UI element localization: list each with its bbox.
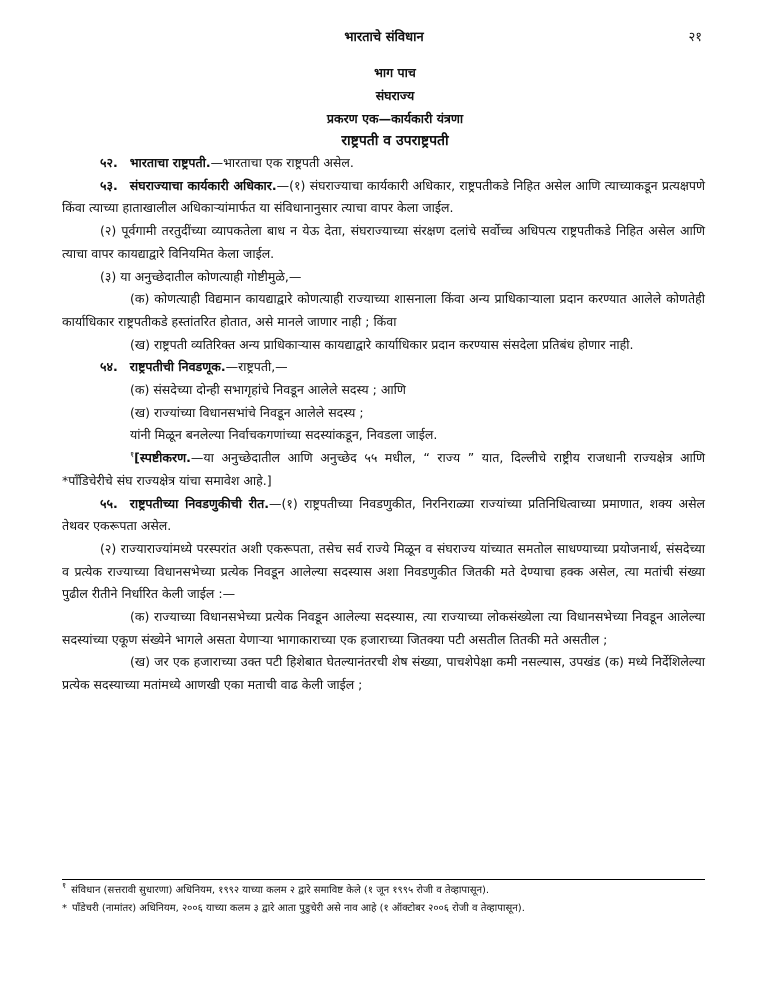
article-52: [62, 152, 705, 175]
article-54-item-kh: (ख) राज्यांच्या विधानसभांचे निवडून आलेले सदस्य ;: [130, 404, 364, 420]
page-number: २१: [688, 30, 702, 45]
article-55-clause-2-kh: (ख) जर एक हजाराच्या उक्त पटी हिशेबात घेतल्यानंतरची शेष संख्या, पाचशेपेक्षा कमी नसल्यास, उपखंड (क) मध्ये निर्देशिलेल्या प्रत्येक सदस्याच्या मतांमध्ये आणखी एका मताची वाढ केली जाईल ;: [62, 654, 705, 693]
footnote-text: संविधान (सत्तरावी सुधारणा) अधिनियम, १९९२ याच्या कलम २ द्वारे समाविष्ट केले (१ जून १९९५ रोजी व तेव्हापासून).: [71, 885, 490, 896]
part-heading: भाग पाच: [374, 65, 416, 80]
running-title: भारताचे संविधान: [344, 30, 424, 45]
footnote-reference: १: [130, 450, 135, 460]
article-text: —भारताचा एक राष्ट्रपती असेल.: [210, 155, 354, 170]
article-number: ५५.: [100, 495, 118, 511]
explanation-text: —या अनुच्छेदातील आणि अनुच्छेद ५५ मधील, “ राज्य ” यात, दिल्लीचे राष्ट्रीय राजधानी राज्यक्षेत्र आणि *पाँडिचेरीचे संघ राज्यक्षेत्र यांचा समावेश आहे.]: [62, 450, 705, 488]
running-header: [0, 28, 768, 48]
article-55-clause-2-k: (क) राज्याच्या विधानसभेच्या प्रत्येक निवडून आलेल्या सदस्यास, त्या राज्याच्या लोकसंख्येला त्या विधानसभेच्या निवडून आलेल्या सदस्यांच्या एकूण संख्येने भागले असता येणाऱ्या भागाकाराच्या एक हजाराच्या जितक्या पटी असतील तितकी मते असतील ;: [62, 609, 705, 647]
article-53-clause-1: [62, 175, 705, 220]
body-text: [62, 152, 705, 697]
article-53-clause-3: (३) या अनुच्छेदातील कोणत्याही गोष्टीमुळे,—: [100, 268, 302, 284]
article-55-clause-1: [62, 493, 705, 538]
article-title: राष्ट्रपतीची निवडणूक.: [129, 359, 226, 375]
article-title: संघराज्याचा कार्यकारी अधिकार.: [129, 177, 277, 193]
clause-text: —(१) संघराज्याचा कार्यकारी अधिकार, राष्ट्रपतीकडे निहित असेल आणि त्याच्याकडून प्रत्यक्षपणे किंवा त्याच्या हाताखालील अधिकाऱ्यांमार्फत या संविधानानुसार त्याचा वापर केला जाईल.: [62, 177, 705, 216]
footnote-text: पाँडेचरी (नामांतर) अधिनियम, २००६ याच्या कलम ३ द्वारे आता पुडुचेरी असे नाव आहे (१ ऑक्टोबर २००६ रोजी व तेव्हापासून).: [72, 903, 525, 914]
article-text: —राष्ट्रपती,—: [225, 359, 288, 375]
chapter-heading: प्रकरण एक—कार्यकारी यंत्रणा: [326, 111, 464, 126]
section-headings: [22, 61, 768, 153]
article-54-explanation: [62, 447, 705, 492]
article-54-closing: यांनी मिळून बनलेल्या निर्वाचकगणांच्या सदस्यांकडून, निवडला जाईल.: [130, 427, 438, 443]
article-53-clause-3-kh: (ख) राष्ट्रपती व्यतिरिक्त अन्य प्राधिकाऱ्यास कायद्याद्वारे कार्याधिकार प्रदान करण्यास संसदेला प्रतिबंध होणार नाही.: [130, 336, 634, 352]
footnote-1: १ संविधान (सत्तरावी सुधारणा) अधिनियम, १९९२ याच्या कलम २ द्वारे समाविष्ट केले (१ जून १९९५ रोजी व तेव्हापासून).: [62, 881, 490, 896]
footnote-2: [62, 900, 705, 918]
article-55-clause-2: (२) राज्याराज्यांमध्ये परस्परांत अशी एकरूपता, तसेच सर्व राज्ये मिळून व संघराज्य यांच्यात समतोल साधण्याच्या प्रयोजनार्थ, संसदेच्या व प्रत्येक राज्याच्या विधानसभेच्या प्रत्येक निवडून आलेल्या सदस्यास अशा निवडणुकीत जितकी मते देण्याचा हक्क असेल, त्या मतांची संख्या पुढील रीतीने निर्धारित केली जाईल :—: [62, 540, 705, 602]
clause-text: —(१) राष्ट्रपतीच्या निवडणुकीत, निरनिराळ्या राज्यांच्या प्रतिनिधित्वाच्या प्रमाणात, शक्य असेल तेथवर एकरूपता असेल.: [62, 495, 705, 534]
article-title: राष्ट्रपतीच्या निवडणुकीची रीत.: [129, 495, 269, 511]
article-53-clause-3-k: (क) कोणत्याही विद्यमान कायद्याद्वारे कोणत्याही राज्याच्या शासनाला किंवा अन्य प्राधिकाऱ्याला प्रदान करण्यात आलेले कोणतेही कार्याधिकार राष्ट्रपतीकडे हस्तांतरित होतात, असे मानले जाणार नाही ; किंवा: [62, 291, 705, 329]
article-number: ५२.: [100, 155, 118, 170]
article-54: [62, 356, 705, 379]
article-53-clause-2: (२) पूर्वगामी तरतुदींच्या व्यापकतेला बाध न येऊ देता, संघराज्याच्या संरक्षण दलांचे सर्वोच्च अधिपत्य राष्ट्रपतीकडे निहित असेल आणि त्याचा वापर कायद्याद्वारे विनियमित केला जाईल.: [62, 223, 705, 261]
article-number: ५३.: [100, 177, 118, 193]
article-54-item-k: (क) संसदेच्या दोन्ही सभागृहांचे निवडून आलेले सदस्य ; आणि: [130, 382, 406, 398]
footnote-marker: *: [62, 903, 67, 914]
footnotes: [62, 879, 705, 918]
explanation-title: [स्पष्टीकरण.: [134, 450, 191, 466]
article-title: भारताचा राष्ट्रपती.: [129, 155, 211, 170]
topic-heading: राष्ट्रपती व उपराष्ट्रपती: [341, 133, 449, 149]
subject-heading: संघराज्य: [375, 88, 415, 103]
article-number: ५४.: [100, 359, 118, 375]
